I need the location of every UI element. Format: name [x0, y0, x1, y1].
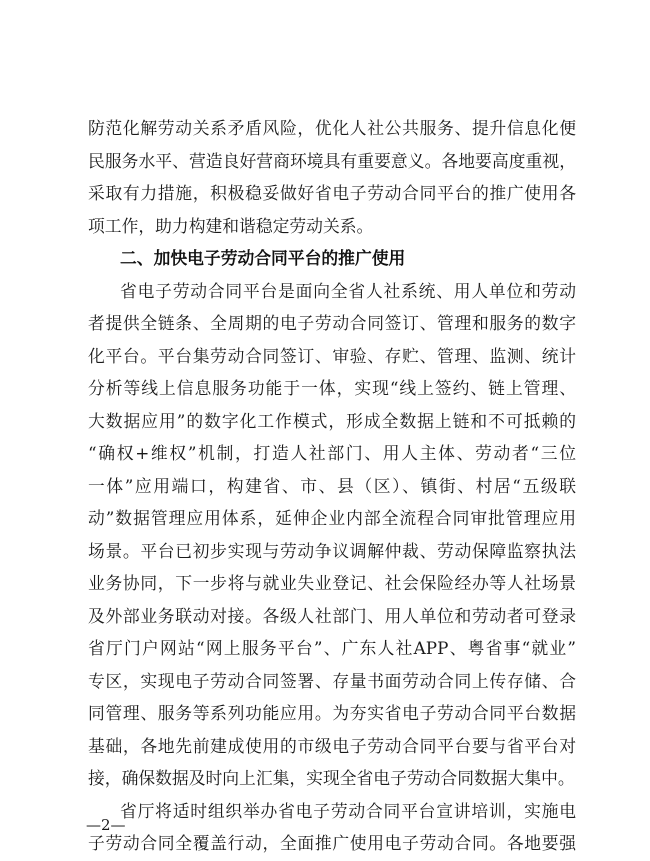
page-number: —2— [86, 816, 126, 834]
text-line: 采取有力措施，积极稳妥做好省电子劳动合同平台的推广使用各 [88, 183, 576, 203]
text-line: 接，确保数据及时向上汇集，实现全省电子劳动合同数据大集中。 [88, 768, 575, 788]
text-line: 及外部业务联动对接。各级人社部门、用人单位和劳动者可登录 [88, 605, 576, 626]
text-line: 基础，各地先前建成使用的市级电子劳动合同平台要与省平台对 [88, 735, 576, 756]
document-body [88, 112, 576, 860]
text-line: 省厅将适时组织举办省电子劳动合同平台宣讲培训，实施电 [120, 800, 576, 821]
text-line: 防范化解劳动关系矛盾风险，优化人社公共服务、提升信息化便 [88, 118, 576, 138]
text-line: 子劳动合同全覆盖行动，全面推广使用电子劳动合同。各地要强 [88, 833, 576, 853]
text-line: 省电子劳动合同平台是面向全省人社系统、用人单位和劳动 [120, 280, 576, 301]
text-line: 一体”应用端口，构建省、市、县（区）、镇街、村居“五级联 [88, 475, 576, 496]
text-line: 民服务水平、营造良好营商环境具有重要意义。各地要高度重视， [88, 150, 576, 171]
text-line: “确权+维权”机制，打造人社部门、用人主体、劳动者“三位 [88, 443, 576, 463]
text-line: 项工作，助力构建和谐稳定劳动关系。 [88, 215, 374, 236]
text-line: 专区，实现电子劳动合同签署、存量书面劳动合同上传存储、合 [88, 670, 576, 691]
text-line: 同管理、服务等系列功能应用。为夯实省电子劳动合同平台数据 [88, 703, 576, 723]
section-heading: 二、加快电子劳动合同平台的推广使用 [120, 248, 406, 268]
text-line: 业务协同，下一步将与就业失业登记、社会保险经办等人社场景 [88, 573, 576, 593]
text-line: 大数据应用”的数字化工作模式，形成全数据上链和不可抵赖的 [88, 410, 576, 431]
text-line: 省厅门户网站“网上服务平台”、广东人社APP、粤省事“就业” [88, 638, 576, 658]
text-line: 者提供全链条、全周期的电子劳动合同签订、管理和服务的数字 [88, 313, 576, 333]
text-line: 场景。平台已初步实现与劳动争议调解仲裁、劳动保障监察执法 [88, 540, 576, 561]
text-line: 化平台。平台集劳动合同签订、审验、存贮、管理、监测、统计 [88, 345, 576, 366]
text-line: 分析等线上信息服务功能于一体，实现“线上签约、链上管理、 [88, 378, 576, 398]
text-line: 动”数据管理应用体系，延伸企业内部全流程合同审批管理应用 [88, 508, 576, 528]
